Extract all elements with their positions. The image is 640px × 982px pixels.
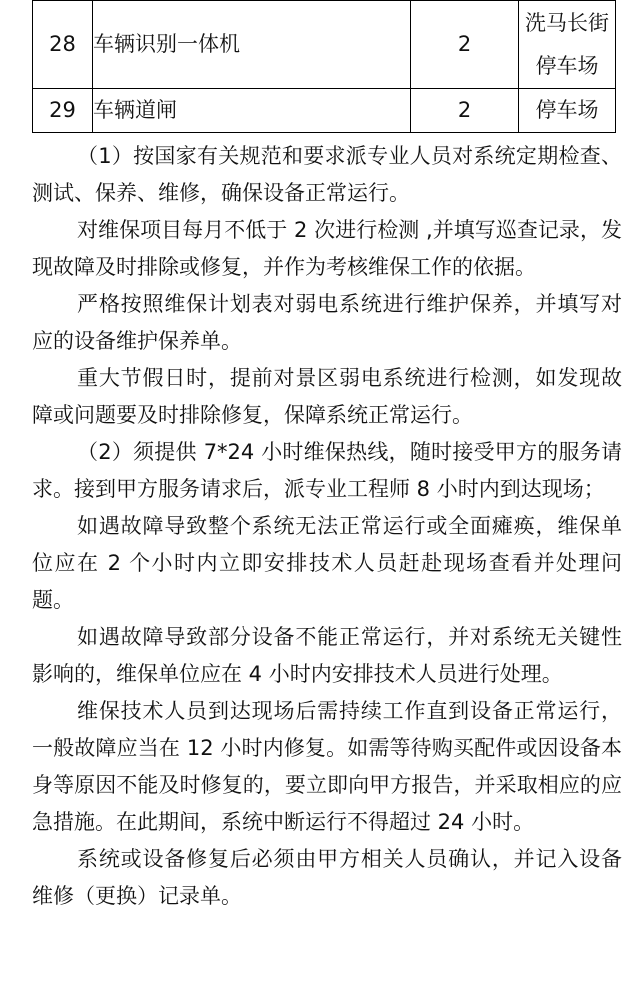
table-row — [33, 1, 616, 89]
equipment-name: 车辆识别一体机 — [93, 1, 411, 89]
location-line: 洗马长街 — [525, 10, 609, 35]
location-line: 停车场 — [535, 53, 599, 78]
paragraph-partial-failure: 如遇故障导致部分设备不能正常运行，并对系统无关键性影响的，维保单位应在 4 小时内安排技术人员进行处理。 — [32, 625, 622, 686]
equipment-location — [519, 89, 616, 133]
table-row — [33, 89, 616, 133]
paragraph-system-failure: 如遇故障导致整个系统无法正常运行或全面瘫痪，维保单位应在 2 个小时内立即安排技术人员赶赴现场查看并处理问题。 — [32, 514, 622, 612]
equipment-quantity: 2 — [411, 1, 519, 89]
paragraph-periodic-maintenance: （1）按国家有关规范和要求派专业人员对系统定期检查、测试、保养、维修，确保设备正常运行。 — [32, 144, 622, 205]
equipment-table — [32, 0, 616, 133]
paragraph-hotline: （2）须提供 7*24 小时维保热线，随时接受甲方的服务请求。接到甲方服务请求后，派专业工程师 8 小时内到达现场； — [32, 440, 622, 501]
paragraph-repair-confirmation: 系统或设备修复后必须由甲方相关人员确认，并记入设备维修（更换）记录单。 — [32, 847, 622, 908]
paragraph-repair-time: 维保技术人员到达现场后需持续工作直到设备正常运行，一般故障应当在 12 小时内修复。如需等待购买配件或因设备本身等原因不能及时修复的，要立即向甲方报告，并采取相应的应急措施。在此期间，系统中断运行不得超过 24 小时。 — [32, 699, 622, 834]
row-number: 29 — [33, 89, 93, 133]
paragraph-maintenance-plan: 严格按照维保计划表对弱电系统进行维护保养，并填写对应的设备维护保养单。 — [32, 292, 622, 353]
paragraph-holiday-inspection: 重大节假日时，提前对景区弱电系统进行检测，如发现故障或问题要及时排除修复，保障系统正常运行。 — [32, 366, 622, 427]
equipment-location — [519, 1, 616, 89]
equipment-quantity: 2 — [411, 89, 519, 133]
equipment-name: 车辆道闸 — [93, 89, 411, 133]
row-number: 28 — [33, 1, 93, 89]
maintenance-requirements — [32, 138, 622, 915]
paragraph-monthly-inspection: 对维保项目每月不低于 2 次进行检测 ,并填写巡查记录，发现故障及时排除或修复，并作为考核维保工作的依据。 — [32, 218, 622, 279]
location-line: 停车场 — [535, 98, 599, 122]
